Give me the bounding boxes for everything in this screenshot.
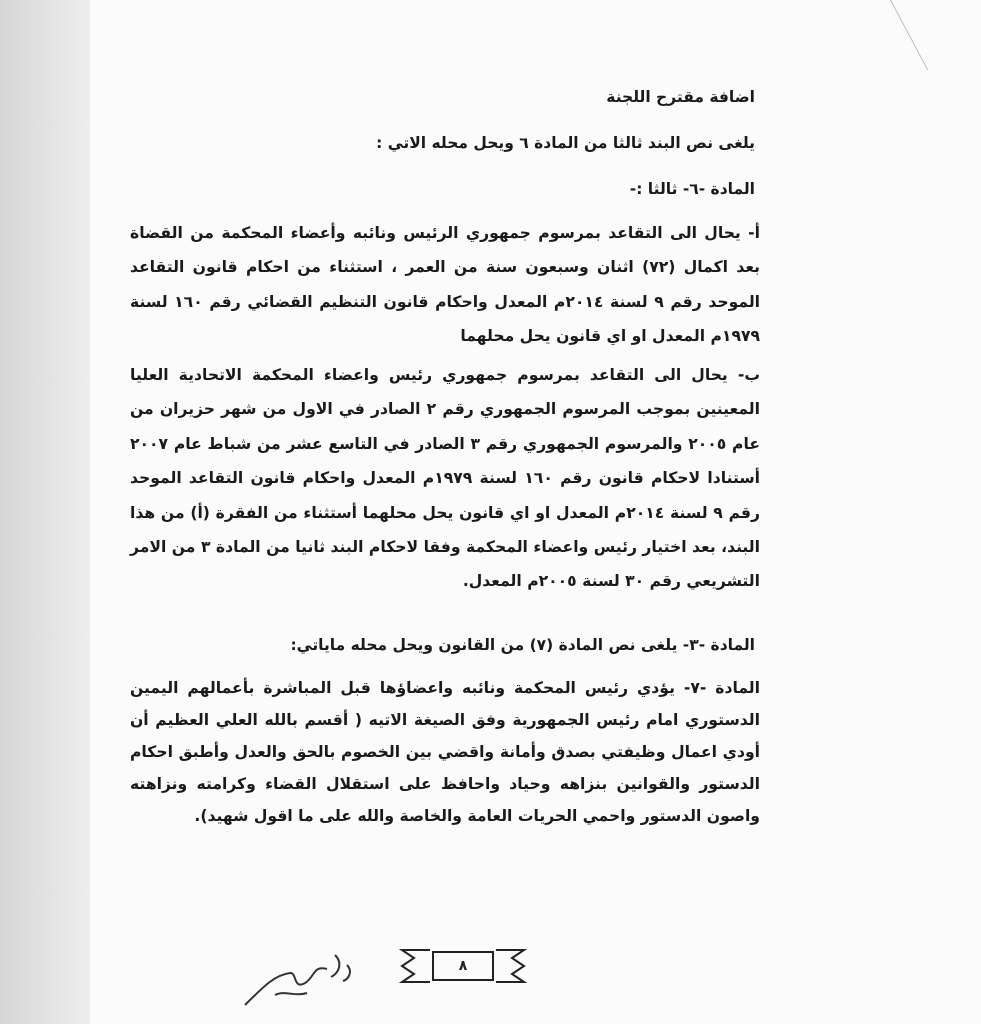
right-ornament-icon — [494, 944, 528, 990]
article-3-label: المادة -٣- يلغى نص المادة (٧) من القانون ويحل محله ماياتي: — [290, 636, 755, 654]
left-ornament-icon — [398, 944, 432, 990]
article-6-label: المادة -٦- ثالثا :- — [629, 180, 755, 198]
amendment-intro: يلغى نص البند ثالثا من المادة ٦ ويحل محله الاتي : — [376, 134, 755, 152]
article-7-paragraph: المادة -٧- يؤدي رئيس المحكمة ونائبه واعضاؤها قبل المباشرة بأعمالهم اليمين الدستوري امام رئيس الجمهورية وفق الصيغة الاتيه ( أقسم بالله العلي العظيم أن أودي اعمال وظيفتي بصدق وأمانة واقضي بين الخصوم بالحق والعدل وأطبق احكام الدستور والقوانين بنزاهه وحياد واحافظ على استقلال القضاء وكرامته ونزاهته واصون الدستور واحمي الحريات العامة والخاصة والله على ما اقول شهيد). — [130, 679, 760, 825]
handwritten-signature — [235, 935, 365, 1015]
scan-background — [0, 0, 90, 1024]
paragraph-b: ب- يحال الى التقاعد بمرسوم جمهوري رئيس واعضاء المحكمة الاتحادية العليا المعينين بموجب المرسوم الجمهوري رقم ٢ الصادر في الاول من شهر حزيران من عام ٢٠٠٥ والمرسوم الجمهوري رقم ٣ الصادر في التاسع عشر من شباط عام ٢٠٠٧ أستنادا لاحكام قانون رقم ١٦٠ لسنة ١٩٧٩م المعدل واحكام قانون التقاعد الموحد رقم ٩ لسنة ٢٠١٤م المعدل او اي قانون يحل محلهما أستثناء من الفقرة (أ) من هذا البند، بعد اختيار رئيس واعضاء المحكمة وفقا لاحكام البند ثانيا من المادة ٣ من الامر التشريعي رقم ٣٠ لسنة ٢٠٠٥م المعدل. — [130, 366, 761, 591]
page-number-box — [432, 951, 494, 981]
page-fold-edge — [890, 0, 981, 70]
page-number: ٨ — [458, 958, 468, 974]
document-heading: اضافة مقترح اللجنة — [606, 88, 755, 106]
paragraph-a: أ- يحال الى التقاعد بمرسوم جمهوري الرئيس ونائبه وأعضاء المحكمة من القضاة بعد اكمال (٧٢) اثنان وسبعون سنة من العمر ، استثناء من احكام قانون التقاعد الموحد رقم ٩ لسنة ٢٠١٤م المعدل واحكام قانون التنظيم القضائي رقم ١٦٠ لسنة ١٩٧٩م المعدل او اي قانون يحل محلهما — [130, 224, 761, 346]
